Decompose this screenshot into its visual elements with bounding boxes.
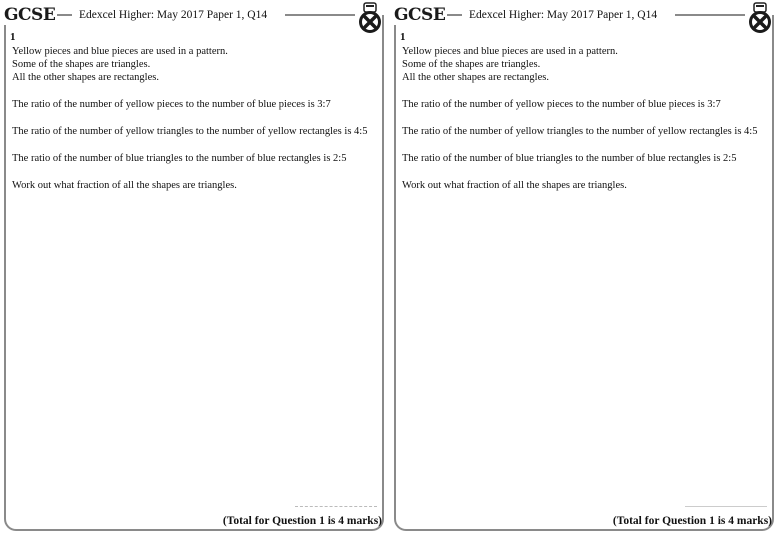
intro-line: Yellow pieces and blue pieces are used in a pattern. — [12, 46, 228, 57]
statement: The ratio of the number of yellow pieces to the number of blue pieces is 3:7 — [12, 99, 331, 110]
total-marks: (Total for Question 1 is 4 marks) — [222, 515, 382, 527]
header-rule — [675, 14, 745, 16]
statement: The ratio of the number of blue triangles to the number of blue rectangles is 2:5 — [402, 153, 737, 164]
paper-title: Edexcel Higher: May 2017 Paper 1, Q14 — [79, 9, 268, 21]
intro-line: Some of the shapes are triangles. — [402, 59, 541, 70]
brand-logo: GCSE — [394, 5, 446, 25]
question-number: 1 — [10, 31, 16, 43]
header-rule — [285, 14, 355, 16]
close-icon — [357, 2, 383, 34]
task-prompt: Work out what fraction of all the shapes are triangles. — [402, 180, 627, 191]
intro-line: All the other shapes are rectangles. — [402, 72, 549, 83]
task-prompt: Work out what fraction of all the shapes are triangles. — [12, 180, 237, 191]
statement: The ratio of the number of yellow triangles to the number of yellow rectangles is 4:5 — [402, 126, 758, 137]
total-marks: (Total for Question 1 is 4 marks) — [612, 515, 772, 527]
close-icon — [747, 2, 773, 34]
intro-line: Yellow pieces and blue pieces are used in a pattern. — [402, 46, 618, 57]
close-button[interactable] — [747, 2, 773, 34]
intro-line: Some of the shapes are triangles. — [12, 59, 151, 70]
answer-line — [295, 506, 377, 507]
question-body — [402, 45, 774, 192]
paper-title: Edexcel Higher: May 2017 Paper 1, Q14 — [469, 9, 658, 21]
statement: The ratio of the number of yellow triangles to the number of yellow rectangles is 4:5 — [12, 126, 368, 137]
question-number: 1 — [400, 31, 406, 43]
brand-logo: GCSE — [4, 5, 56, 25]
statement: The ratio of the number of yellow pieces to the number of blue pieces is 3:7 — [402, 99, 721, 110]
question-body — [12, 45, 384, 192]
close-button[interactable] — [357, 2, 383, 34]
question-sheet-right — [390, 0, 780, 540]
intro-line: All the other shapes are rectangles. — [12, 72, 159, 83]
answer-line — [685, 506, 767, 507]
statement: The ratio of the number of blue triangles to the number of blue rectangles is 2:5 — [12, 153, 347, 164]
